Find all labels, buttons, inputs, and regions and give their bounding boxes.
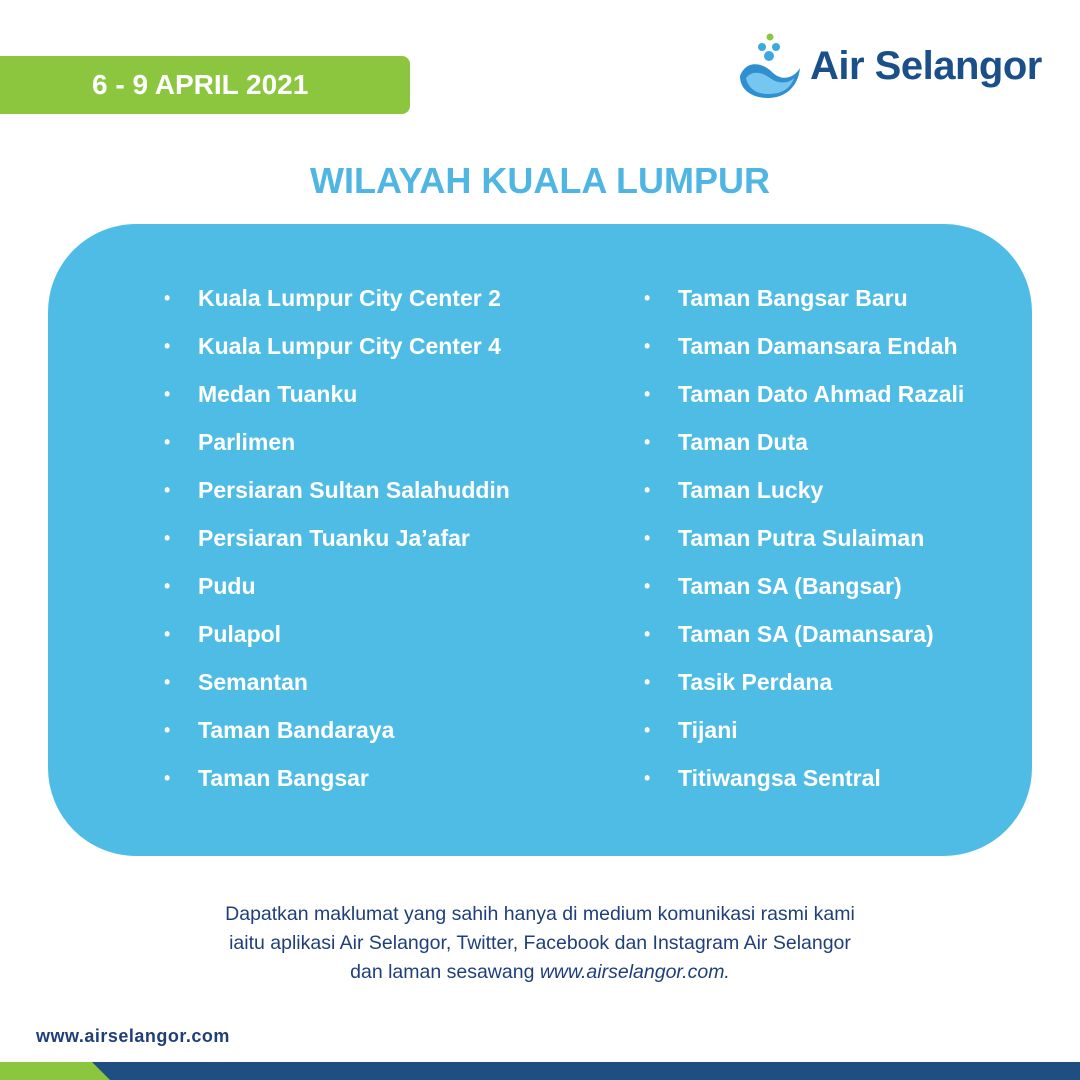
footer-website-link[interactable]: www.airselangor.com. (539, 961, 730, 983)
area-item (644, 468, 964, 516)
area-name: Kuala Lumpur City Center 2 (198, 285, 501, 311)
footer-note (0, 900, 1080, 987)
date-text: 6 - 9 APRIL 2021 (92, 69, 309, 100)
area-item (164, 468, 510, 516)
area-name: Taman Bangsar (198, 765, 369, 791)
bullet-icon: • (164, 336, 171, 356)
area-name: Taman Bangsar Baru (678, 285, 908, 311)
area-name: Tijani (678, 717, 738, 743)
area-item (644, 420, 964, 468)
bullet-icon: • (164, 624, 171, 644)
page-title: WILAYAH KUALA LUMPUR (309, 160, 770, 201)
area-name: Parlimen (198, 429, 296, 455)
brand-name: Air Selangor (810, 43, 1042, 88)
area-list-left (164, 276, 510, 804)
area-name: Taman Lucky (678, 477, 824, 503)
bullet-icon: • (644, 288, 651, 308)
bullet-icon: • (164, 528, 171, 548)
area-name: Taman SA (Damansara) (678, 621, 934, 647)
area-name: Persiaran Tuanku Ja’afar (198, 525, 470, 551)
website-link[interactable]: www.airselangor.com (36, 1026, 230, 1046)
bullet-icon: • (644, 768, 651, 788)
bullet-icon: • (164, 480, 171, 500)
air-selangor-logo (736, 30, 1056, 102)
area-name: Taman Dato Ahmad Razali (678, 381, 965, 407)
area-list-right (644, 276, 964, 804)
area-list-panel (48, 224, 1032, 856)
area-item (164, 516, 510, 564)
area-item (644, 708, 964, 756)
area-name: Taman SA (Bangsar) (678, 573, 902, 599)
area-item (164, 612, 510, 660)
area-item (164, 372, 510, 420)
area-name: Taman Damansara Endah (678, 333, 958, 359)
bullet-icon: • (164, 672, 171, 692)
footer-line-1: Dapatkan maklumat yang sahih hanya di medium komunikasi rasmi kami (225, 903, 855, 925)
bullet-icon: • (644, 528, 651, 548)
area-name: Kuala Lumpur City Center 4 (198, 333, 501, 359)
area-name: Taman Duta (678, 429, 808, 455)
area-item (644, 516, 964, 564)
area-item (644, 564, 964, 612)
bullet-icon: • (644, 576, 651, 596)
bullet-icon: • (644, 432, 651, 452)
area-item (164, 756, 510, 804)
area-name: Tasik Perdana (678, 669, 833, 695)
area-name: Taman Bandaraya (198, 717, 395, 743)
area-item (644, 372, 964, 420)
area-name: Medan Tuanku (198, 381, 358, 407)
area-item (644, 660, 964, 708)
bullet-icon: • (644, 384, 651, 404)
area-item (164, 564, 510, 612)
area-item (164, 708, 510, 756)
bullet-icon: • (164, 576, 171, 596)
area-name: Taman Putra Sulaiman (678, 525, 925, 551)
footer-line-2: iaitu aplikasi Air Selangor, Twitter, Facebook dan Instagram Air Selangor (229, 932, 851, 954)
area-item (164, 324, 510, 372)
area-item (164, 660, 510, 708)
area-item (644, 276, 964, 324)
bullet-icon: • (644, 672, 651, 692)
date-banner (0, 56, 410, 114)
area-item (644, 612, 964, 660)
area-name: Persiaran Sultan Salahuddin (198, 477, 510, 503)
area-name: Pudu (198, 573, 256, 599)
footer-line-3: dan laman sesawang (350, 961, 540, 983)
area-item (644, 756, 964, 804)
area-item (164, 420, 510, 468)
bullet-icon: • (164, 720, 171, 740)
water-drop-icon (736, 32, 804, 100)
bullet-icon: • (644, 336, 651, 356)
bullet-icon: • (644, 624, 651, 644)
bullet-icon: • (164, 288, 171, 308)
bullet-icon: • (164, 384, 171, 404)
area-item (164, 276, 510, 324)
area-name: Pulapol (198, 621, 282, 647)
bottom-bar-accent (0, 1062, 110, 1080)
area-name: Titiwangsa Sentral (678, 765, 881, 791)
bullet-icon: • (164, 432, 171, 452)
bullet-icon: • (644, 480, 651, 500)
area-item (644, 324, 964, 372)
bullet-icon: • (644, 720, 651, 740)
area-name: Semantan (198, 669, 308, 695)
bullet-icon: • (164, 768, 171, 788)
bottom-bar (0, 1062, 1080, 1080)
